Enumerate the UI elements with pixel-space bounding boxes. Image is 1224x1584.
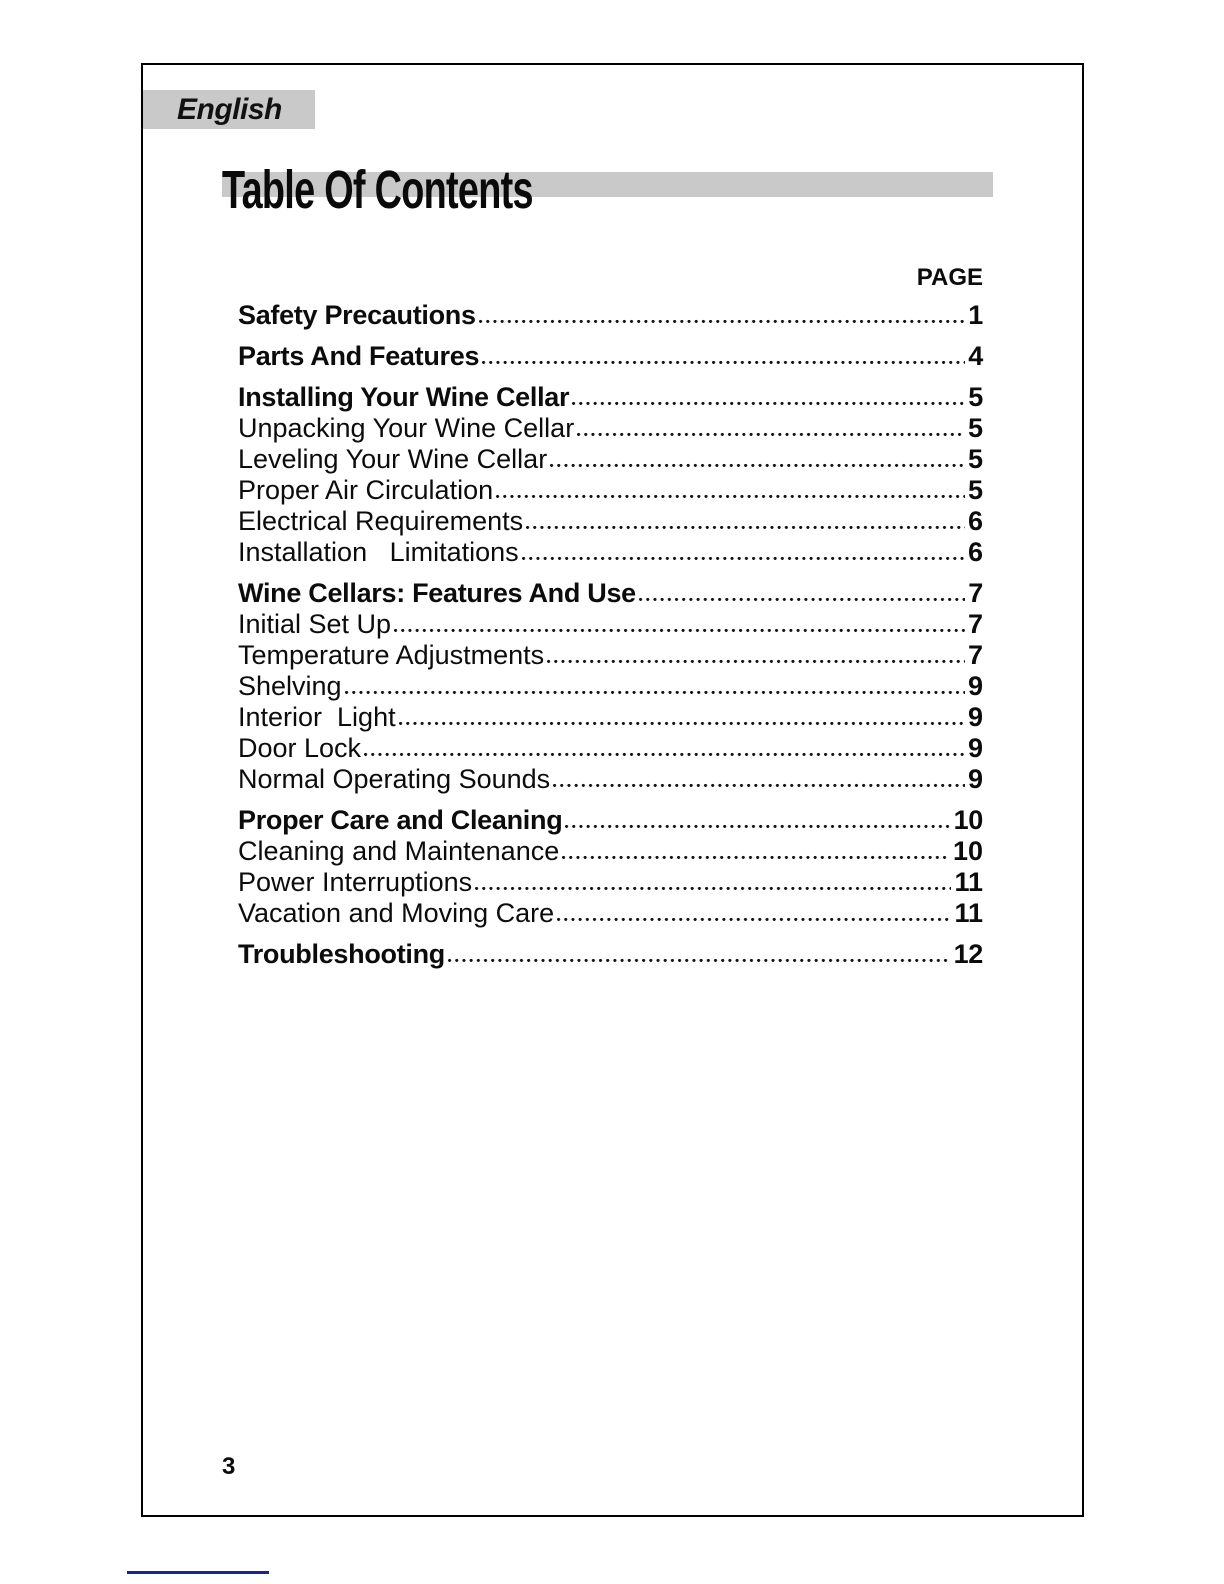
toc-row [238,475,983,506]
toc-entry-page: 1 [968,300,983,330]
toc-entry-page: 10 [952,836,983,866]
toc-row [238,444,983,475]
dot-leader [557,917,951,922]
toc-entry-label: Cleaning and Maintenance [238,836,560,866]
toc-entry-label: Shelving [238,671,342,701]
toc-row [238,764,983,795]
dot-leader [572,401,965,406]
toc-entry-page: 11 [954,898,983,928]
page-column-header: PAGE [916,264,983,291]
toc-entry-page: 6 [967,537,983,567]
toc-entry-page: 7 [967,609,983,639]
toc-row [238,609,983,640]
toc-entry-page: 6 [967,506,983,536]
dot-leader [639,597,965,602]
language-label: English [177,92,282,126]
toc-entry-page: 7 [968,578,983,608]
toc-row [238,537,983,568]
page-title: Table Of Contents [222,160,533,220]
toc-row [238,702,983,733]
dot-leader [448,958,951,963]
toc-entry-label: Installation Limitations [238,537,519,567]
toc-entry-page: 9 [967,733,983,763]
dot-leader [526,525,965,530]
footer-blue-line [127,1571,269,1574]
toc-row [238,578,983,609]
toc-entry-page: 4 [968,341,983,371]
toc-entry-page: 5 [967,444,983,474]
toc-entry-page: 7 [967,640,983,670]
dot-leader [547,659,965,664]
dot-leader [364,752,965,757]
toc-row [238,867,983,898]
dot-leader [345,690,965,695]
toc-entry-label: Troubleshooting [238,939,445,969]
toc-row [238,413,983,444]
toc-row [238,506,983,537]
dot-leader [399,721,965,726]
toc-entry-page: 5 [967,413,983,443]
toc-entry-page: 12 [953,939,983,969]
dot-leader [577,432,965,437]
dot-leader [482,360,965,365]
toc-entry-page: 9 [967,702,983,732]
toc-entry-label: Normal Operating Sounds [238,764,551,794]
toc-row [238,382,983,413]
toc-row [238,733,983,764]
toc-entry-page: 5 [968,382,983,412]
dot-leader [496,494,965,499]
toc-entry-label: Leveling Your Wine Cellar [238,444,548,474]
toc-row [238,805,983,836]
toc-row [238,341,983,372]
dot-leader [394,628,965,633]
title-block [222,160,993,230]
dot-leader [562,855,950,860]
toc-entry-label: Unpacking Your Wine Cellar [238,413,575,443]
toc-entry-page: 9 [967,671,983,701]
toc-entry-page: 5 [967,475,983,505]
toc-entry-page: 11 [954,867,983,897]
dot-leader [479,319,966,324]
toc-entry-label: Parts And Features [238,341,480,371]
toc-entry-label: Initial Set Up [238,609,392,639]
toc-row [238,300,983,331]
toc-entry-label: Power Interruptions [238,867,473,897]
toc-entry-label: Temperature Adjustments [238,640,545,670]
toc-row [238,640,983,671]
toc-entry-label: Installing Your Wine Cellar [238,382,570,412]
toc-row [238,939,983,970]
page-number: 3 [222,1453,236,1480]
toc-entry-label: Vacation and Moving Care [238,898,555,928]
toc-entry-page: 9 [967,764,983,794]
dot-leader [522,556,965,561]
language-banner [143,90,315,129]
toc-entry-label: Proper Care and Cleaning [238,805,563,835]
toc-entry-label: Wine Cellars: Features And Use [238,578,636,608]
dot-leader [553,783,965,788]
dot-leader [550,463,965,468]
toc-entry-label: Safety Precautions [238,300,476,330]
toc-entry-page: 10 [953,805,983,835]
toc-entry-label: Electrical Requirements [238,506,524,536]
toc-entry-label: Door Lock [238,733,362,763]
toc-entry-label: Interior Light [238,702,396,732]
toc-entry-label: Proper Air Circulation [238,475,494,505]
toc-row [238,898,983,929]
toc-row [238,671,983,702]
toc-list [238,290,983,970]
dot-leader [565,824,950,829]
toc-row [238,836,983,867]
dot-leader [475,886,951,891]
